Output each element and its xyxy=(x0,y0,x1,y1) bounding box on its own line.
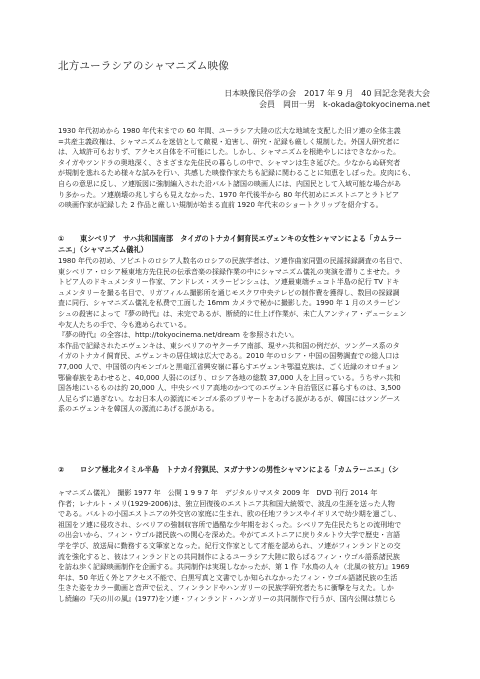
text-line: 系のエヴェンキを韓国人の源流にあげる説がある。 xyxy=(58,405,219,414)
text-line: ャマニズム儀礼） 撮影 1977 年 公開 1 9 9 7 年 デジタルリマスタ 2009 年 DVD 刊行 2014 年 xyxy=(58,489,378,497)
section-heading-text: 東シベリア サハ共和国南部 タイガのトナカイ飼育民エヴェンキの女性シャマンによる「カムラー xyxy=(80,234,402,243)
text-line: 人足らずに過ぎない。なお日本人の源流にモンゴル系のブリヤートをあげる説があるが、韓国にはツングース xyxy=(58,394,401,403)
text-line: は、入域許可もおりず、アクセス自体を不可能にした。しかし、シャマニズムを根絶やしにはできなかった。 xyxy=(58,148,401,157)
text-line: 1930 年代初めから 1980 年代末までの 60 年間、ユーラシア大陸の広大な地域を支配した旧ソ連の全体主義 xyxy=(58,127,401,135)
section-heading-text: ニエ」（シャマニズム儀礼） xyxy=(58,244,148,254)
text-line: が規制を逃れるため様々な試みを行い、共感した映像作家たちも記録に関わることに知恵をしぼった。皮肉にも、 xyxy=(58,169,415,178)
text-line: し続編の『天の川の風』(1977)をソ連・フィンランド・ハンガリーの共同制作で行うが、国内公開は禁じら xyxy=(58,594,396,603)
text-line: である。バルトの小国エストニアの外交官の家庭に生まれ、欧の任地フランスやイギリスで幼少期を過ごし、 xyxy=(58,510,401,519)
text-line: 査に同行、シャマニズム儀礼を私费で工面した 16mm カメラで秘かに撮影した。1990 年 1 月のスラーピン xyxy=(58,299,401,308)
section-number: ① xyxy=(58,234,65,243)
section-2-body xyxy=(58,488,433,605)
text-line: 『夢の時代』の全容は、http://tokyocinema.net/dream を参照されたい。 xyxy=(58,331,299,340)
section-heading-text: ロシア極北タイミル半島 トナカイ狩猟民、ヌガナサンの男性シャマンによる「カムラーニエ」（シ xyxy=(80,465,399,474)
text-line: 東シベリア・ロシア極東地方先住民の伝承音楽の採録作業の中にシャマニズム儀礼の実演を潜りこませた。ラ xyxy=(58,267,401,276)
text-line: 年は、50 年近く外とアクセス不能で、白黒写真と文書でしか知られなかったフィン・ウゴル語諸民族の生活 xyxy=(58,573,398,582)
section-1-body xyxy=(58,256,433,415)
text-line: タイガやツンドラの奥地深く、さまざまな先住民の暮らしの中で、シャマンは生き延びた。少なからぬ研究者 xyxy=(58,158,401,167)
section-2-heading xyxy=(58,465,433,476)
text-line: ュメンタリーを撮る名目で、リガフィルム撮影所を通じモスクワ中央テレビの制作費を獲得し、数回の採録調 xyxy=(58,288,400,297)
author-info: 会員 岡田一男 k-okada@tokyocinema.net xyxy=(259,100,430,109)
text-line: 祖国をソ連に侵攻され、シベリアの強制収容所で過酷な少年期をおくった。シベリア先住民たちとの流刑地で xyxy=(58,520,402,529)
text-line: トビア人のドキュメンタリー作家、アンドレス・スラーピンシュは、ソ連最東端チュコト半島の紀行 TV ドキ xyxy=(58,278,400,287)
text-line: 作者；レナルト・メリ(1929-2006)は、独立回復後のエストニア共和国大統領で、波乱の生涯を送った人物 xyxy=(58,499,395,508)
text-line: =共産主義政権は、シャマニズムを迷信として敵視・迫害し、研究・記録も厳しく規制した。外国人研究者に xyxy=(58,137,400,146)
section-1-heading xyxy=(58,234,433,255)
text-line: 鄂倫春族をあわせると、40,000 人弱にのぼり、ロシア各地の総数 37,000 人を上回っている。うちサハ共和 xyxy=(58,373,401,382)
text-line: シュの殺害によって『夢の時代』は、未完であるが、断続的に仕上げ作業が、未亡人アンティア・デューシェン xyxy=(58,309,407,318)
text-line: り多かった。ソ連崩壊の兆しすらも見えなかった、1970 年代後半から 80 年代初めにエストニアとラトビア xyxy=(58,190,400,199)
text-line: 77,000 人で、中国領の内モンゴルと黒竜江省興安嶺に暮らすエヴェンキ鄂温克族は、ごく近縁のオロチョン xyxy=(58,362,399,371)
text-line: 流を強化すると、彼はフィンランドとの共同制作によるユーラシア大陸に散らばるフィン・ウゴル語系諸民族 xyxy=(58,552,400,561)
intro-paragraph xyxy=(58,126,433,211)
text-line: 生きた姿をカラー動画と音声で伝え、フィンランドやハンガリーの民族学研究者たちに衝撃を与えた。しか xyxy=(58,584,394,593)
text-line: を訪ね歩く記録映画制作を企画する。共同制作は実現しなかったが、第 1 作『水鳥の人々（北風の彼方)』1969 xyxy=(58,563,410,572)
text-line: や友人たちの手で、今も進められている。 xyxy=(58,320,191,329)
text-line: の映画作家が記録した 2 作品と厳しい規制が始まる直前 1920 年代末のショートクリップを紹介する。 xyxy=(58,201,383,210)
text-line: 本作品で記録されたエヴェンキは、東シベリアのヤクーチア南部、現サハ共和国の例だが、ツングース系のタ xyxy=(58,341,400,350)
text-line: 1980 年代の初め、ソビエトのロシア人数名のロシアの民族学者は、ソ連作曲家同盟の民謡採録調査の名目で、 xyxy=(58,257,407,265)
text-line: の出会いから、フィン・ウゴル諸民族への関心を深めた。やがてエストニアに戻りタルトウ大学で歴史・言語 xyxy=(58,531,401,540)
section-number: ② xyxy=(58,465,65,474)
document-title: 北方ユーラシアのシャマニズム映像 xyxy=(58,60,229,72)
text-line: 学を学び、放送局に勤務する文筆家となった。紀行文作家として才能を認められ、ソ連がフィンランドとの交 xyxy=(58,541,401,550)
text-line: イガのトナカイ飼育民、エヴェンキの居住域は広大である。2010 年のロシア・中国の国勢調査での総人口は xyxy=(58,352,400,361)
text-line: 国各地にいるものは約 20,000 人、中央シベリア高地のかつてのエヴェンキ自治管区に暮らすものは、3,500 xyxy=(58,384,401,393)
event-info: 日本映像民俗学の会 2017 年 9 月 40 回記念発表大会 xyxy=(224,89,430,98)
text-line: 自らの意思に反し、ソ連版図に強制編入された沿バルト諸国の映画人には、内国民として入域可能な場合があ xyxy=(58,179,401,188)
